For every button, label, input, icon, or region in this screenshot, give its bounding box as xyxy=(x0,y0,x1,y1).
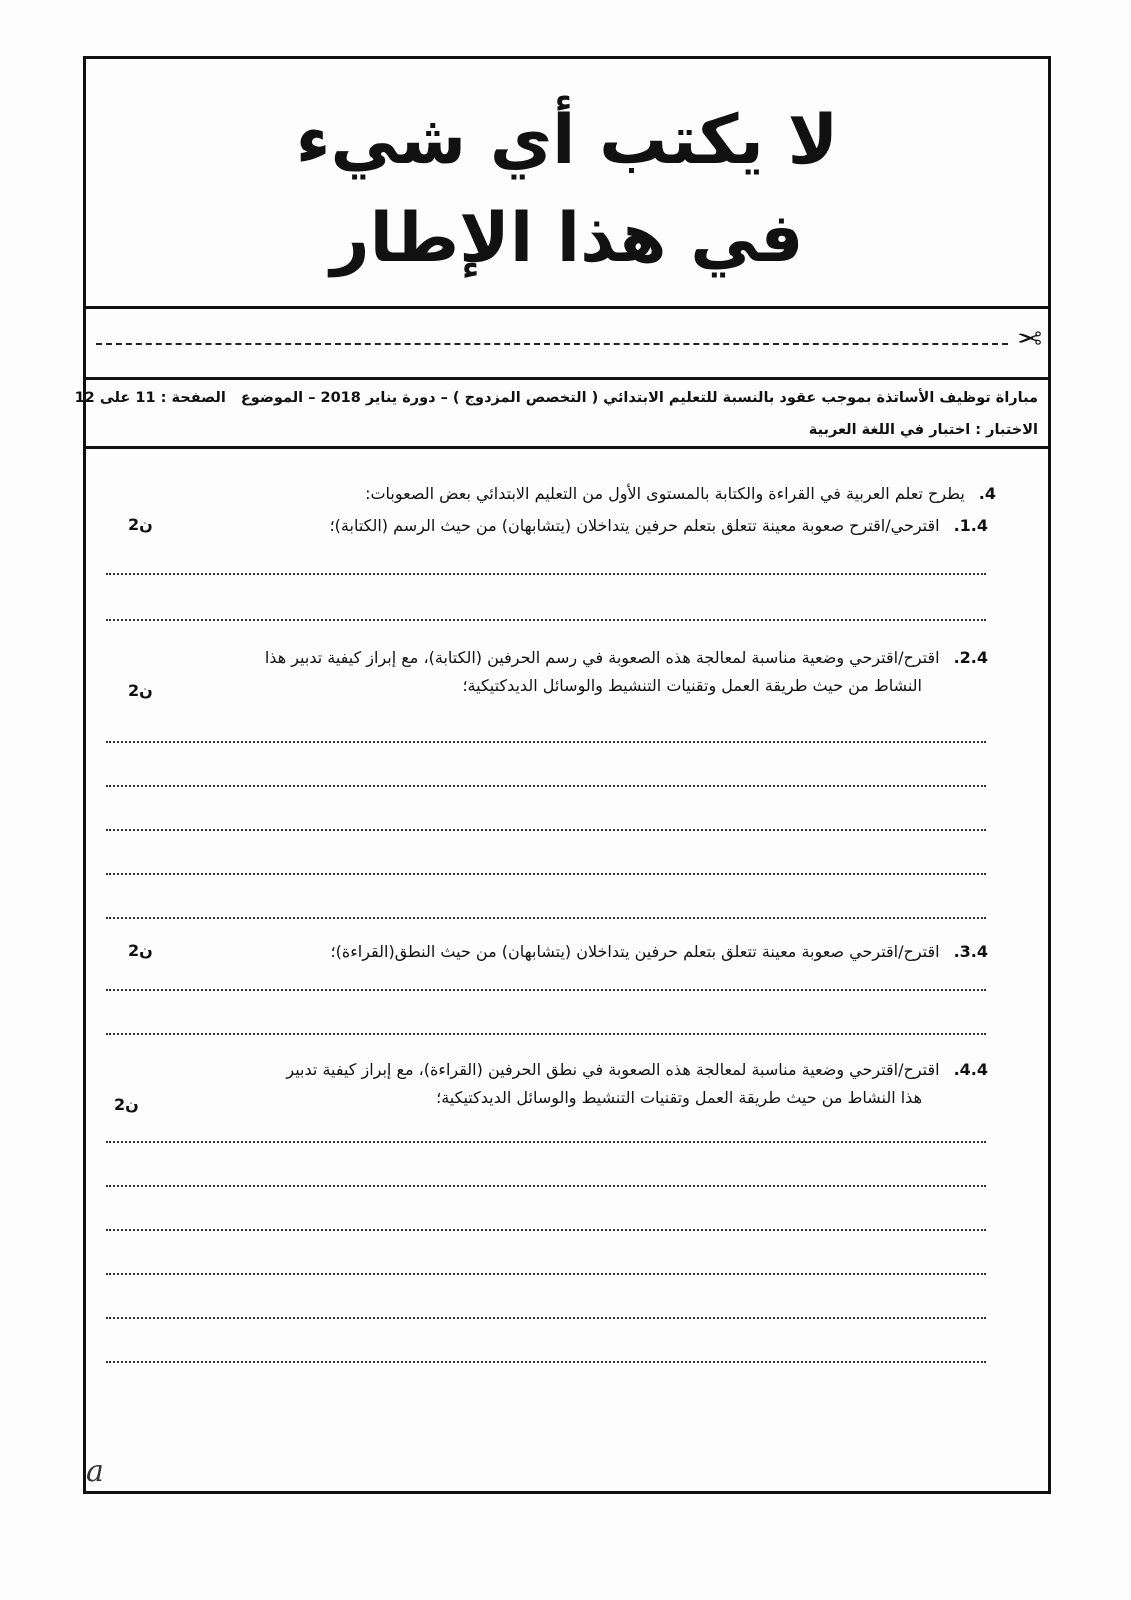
question-number: 4. xyxy=(978,484,996,503)
question-text: اقترحي/اقترح صعوبة معينة تتعلق بتعلم حرفين يتداخلان (يتشابهان) من حيث الرسم (الكتابة)؛ xyxy=(329,516,940,535)
banner-line-2: في هذا الإطار xyxy=(330,199,804,278)
cut-line xyxy=(96,343,1008,345)
answer-line[interactable] xyxy=(106,1185,986,1187)
banner-line-1: لا يكتب أي شيء xyxy=(295,101,839,180)
question-3-4 xyxy=(331,939,988,965)
answer-line[interactable] xyxy=(106,785,986,787)
question-text: يطرح تعلم العربية في القراءة والكتابة بالمستوى الأول من التعليم الابتدائي بعض الصعوبات: xyxy=(365,484,965,503)
answer-line[interactable] xyxy=(106,917,986,919)
answer-line[interactable] xyxy=(106,1033,986,1035)
points-badge: 2ن xyxy=(128,515,153,534)
question-number: 4.4. xyxy=(953,1060,988,1079)
question-text: اقترح/اقترحي وضعية مناسبة لمعالجة هذه الصعوبة في نطق الحرفين (القراءة)، مع إبراز كيفية تدبير xyxy=(286,1060,940,1079)
answer-line[interactable] xyxy=(106,573,986,575)
page-frame xyxy=(74,56,1051,1494)
question-number: 2.4. xyxy=(953,648,988,667)
question-text: اقترح/اقترحي صعوبة معينة تتعلق بتعلم حرفين يتداخلان (يتشابهان) من حيث النطق(القراءة)؛ xyxy=(330,942,940,961)
answer-line[interactable] xyxy=(106,741,986,743)
question-4-4 xyxy=(286,1057,988,1083)
question-1-4 xyxy=(330,513,988,539)
answer-line[interactable] xyxy=(106,989,986,991)
answer-line[interactable] xyxy=(106,1317,986,1319)
answer-line[interactable] xyxy=(106,1229,986,1231)
do-not-write-banner xyxy=(86,59,1048,309)
scissors-icon: ✂ xyxy=(1016,322,1042,357)
points-badge: 2ن xyxy=(128,941,153,960)
page-number: الصفحة : 11 على 12 xyxy=(74,390,226,406)
exam-header-row-1 xyxy=(74,390,1038,406)
points-badge: 2ن xyxy=(128,681,153,700)
question-2-4 xyxy=(265,645,988,671)
answer-line[interactable] xyxy=(106,1361,986,1363)
question-2-4-line-2: النشاط من حيث طريقة العمل وتقنيات التنشيط والوسائل الديدكتيكية؛ xyxy=(462,676,922,695)
answer-line[interactable] xyxy=(106,829,986,831)
question-number: 1.4. xyxy=(953,516,988,535)
question-4-4-line-2: هذا النشاط من حيث طريقة العمل وتقنيات التنشيط والوسائل الديدكتيكية؛ xyxy=(436,1088,922,1107)
exam-title: مباراة توظيف الأساتذة بموجب عقود بالنسبة للتعليم الابتدائي ( التخصص المزدوج ) – دورة يناير 2018 – الموضوع xyxy=(240,390,1038,406)
answer-line[interactable] xyxy=(106,619,986,621)
handwritten-initial: a xyxy=(86,1454,104,1489)
exam-header xyxy=(74,377,1048,449)
points-badge: 2ن xyxy=(114,1095,139,1114)
question-intro xyxy=(365,481,996,507)
answer-line[interactable] xyxy=(106,873,986,875)
answer-line[interactable] xyxy=(106,1273,986,1275)
question-number: 3.4. xyxy=(953,942,988,961)
question-text: اقترح/اقترحي وضعية مناسبة لمعالجة هذه الصعوبة في رسم الحرفين (الكتابة)، مع إبراز كيفية تدبير هذا xyxy=(264,648,940,667)
answer-line[interactable] xyxy=(106,1141,986,1143)
exam-subject: الاختبار : اختبار في اللغة العربية xyxy=(808,422,1038,438)
